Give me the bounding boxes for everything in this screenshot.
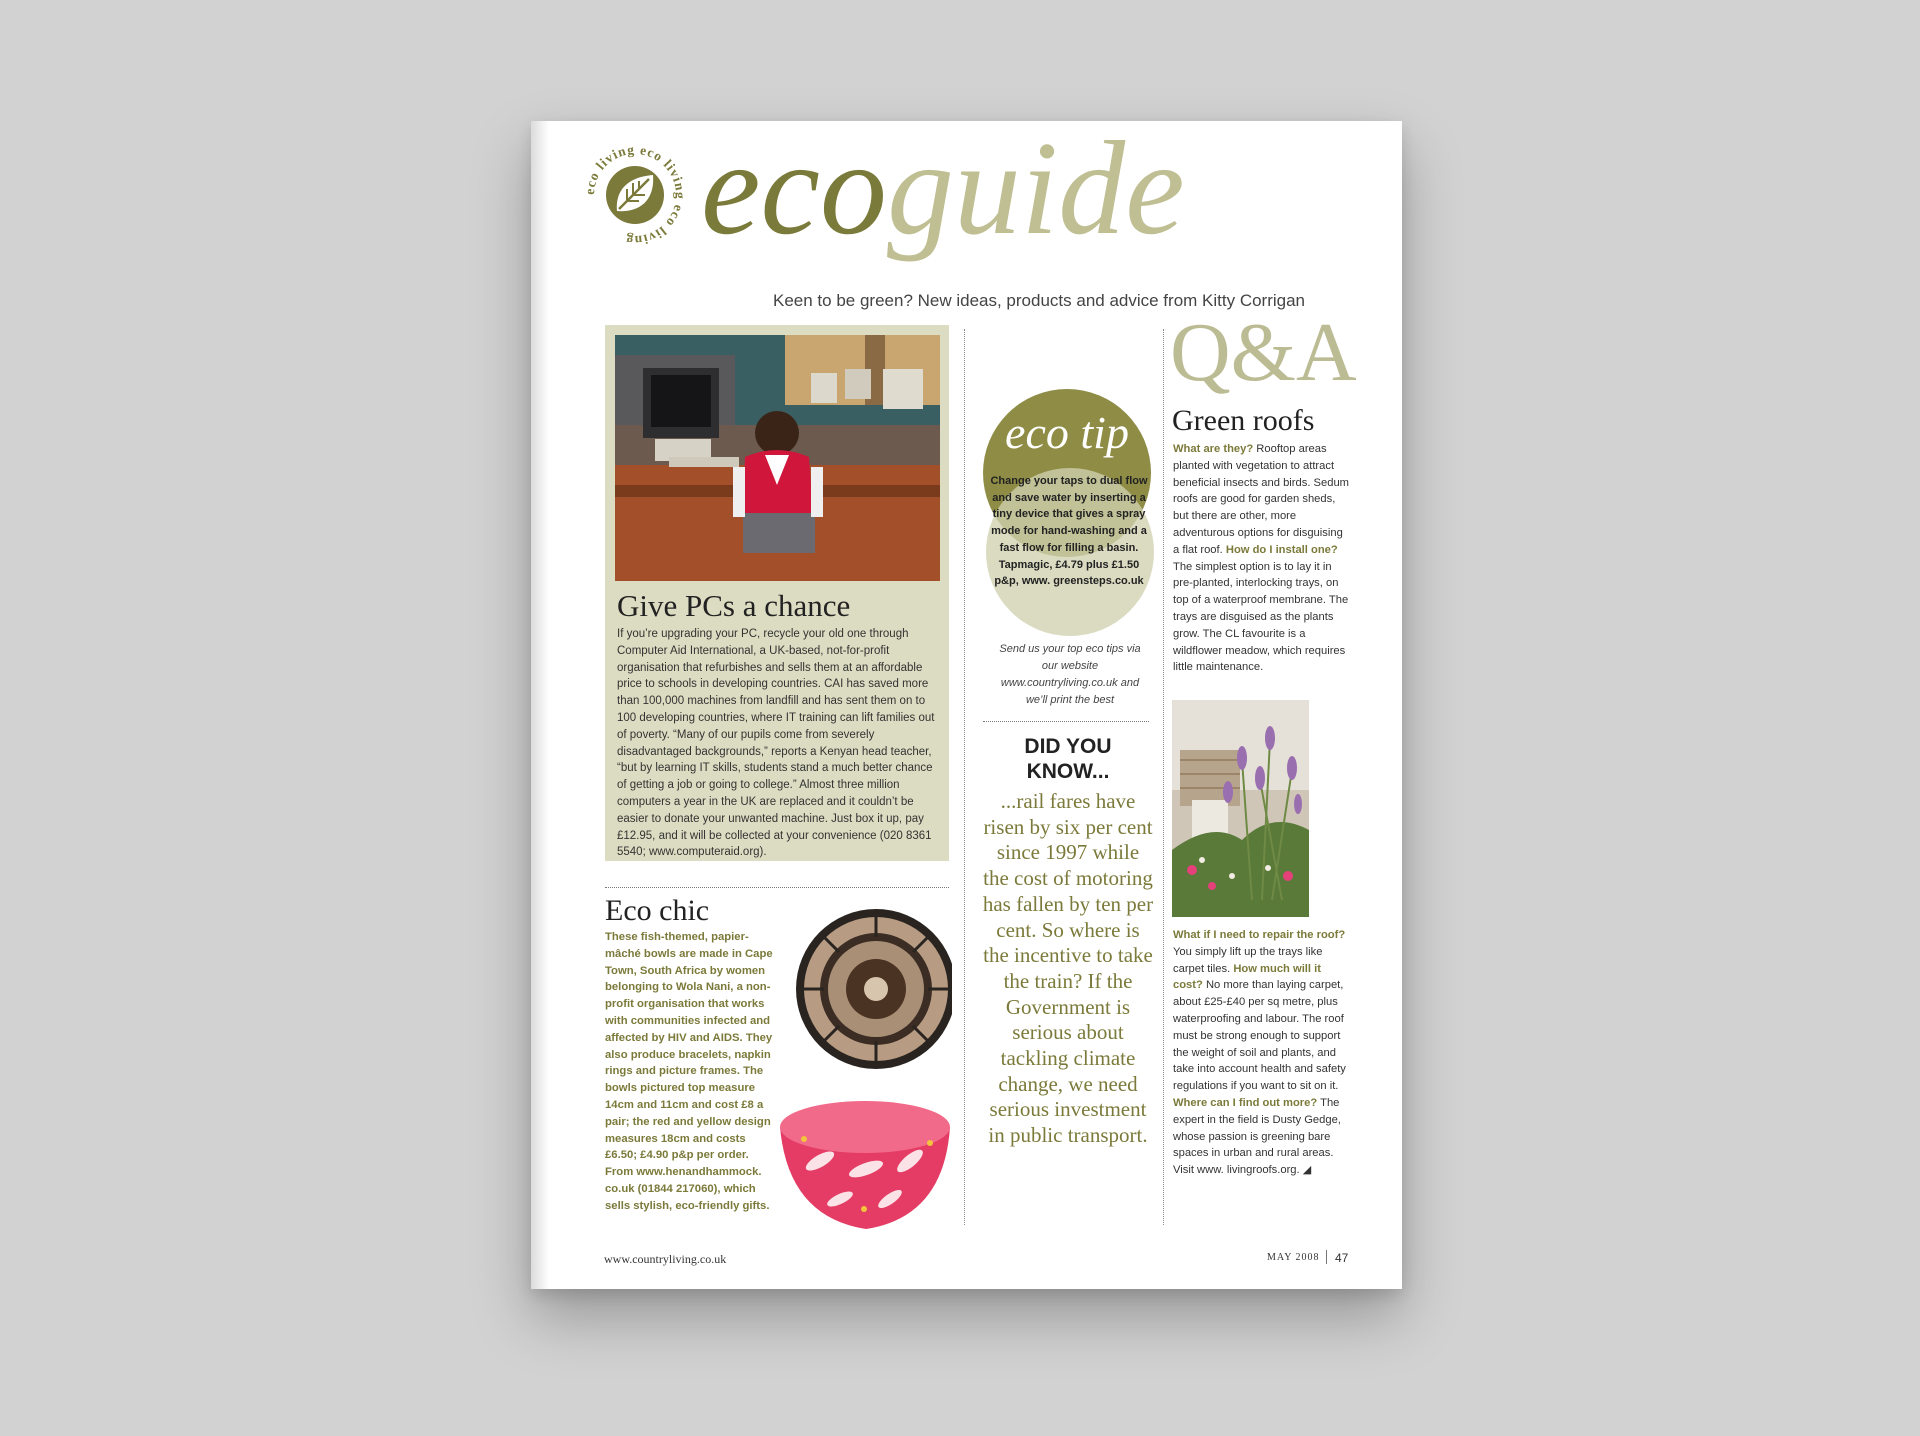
papier-mache-bowls-photo [780, 899, 952, 1235]
qa-answer: The expert in the field is Dusty Gedge, whose passion is greening bare spaces in urban and rural areas. Visit www. livingroofs.org. [1173, 1096, 1341, 1177]
page-subtitle: Keen to be green? New ideas, products and advice from Kitty Corrigan [773, 291, 1306, 310]
classroom-photo [615, 335, 940, 581]
column-divider [1163, 329, 1164, 1225]
page-title: ecoguide [701, 114, 1185, 262]
did-you-know-body: ...rail fares have risen by six per cent since 1997 while the cost of motoring has fallen by ten per cent. So where is the incentive to take the train? If the Government is serious about tackling climate change, we need serious investment in public transport. [982, 789, 1154, 1148]
qa-heading: Q&A [1170, 306, 1357, 399]
qa-answer: The simplest option is to lay it in pre-planted, interlocking trays, on top of a waterproof membrane. The trays are disguised as the plants grow. The CL favourite is a wildflower meadow, which requires little maintenance. [1173, 560, 1349, 674]
eco-tip-body: Change your taps to dual flow and save water by inserting a tiny device that gives a spray mode for hand-washing and a fast flow for filling a basin. Tapmagic, £4.79 plus £1.50 p&p, www. greensteps.co.uk [990, 475, 1148, 588]
eco-tip-submission-note: Send us your top eco tips via our website www.countryliving.co.uk and we’ll print the best [999, 643, 1141, 706]
qa-question: How do I install one? [1225, 543, 1338, 556]
footer-separator [1326, 1250, 1327, 1264]
give-pcs-title: Give PCs a chance [617, 588, 851, 623]
qa-question: How much will it cost? [1173, 962, 1321, 992]
green-roof-photo [1172, 700, 1309, 917]
green-roofs-title: Green roofs [1172, 404, 1315, 437]
svg-text:eco living eco living eco livi: eco living eco living eco living [581, 141, 689, 249]
footer-date: MAY 2008 [1267, 1252, 1320, 1263]
magazine-page [531, 114, 1402, 1289]
eco-chic-body: These fish-themed, papier-mâché bowls are made in Cape Town, South Africa by women belonging to Wola Nani, a non-profit organisation that works with communities infected and affected by HIV and AIDS. They also produce bracelets, napkin rings and picture frames. The bowls pictured top measure 14cm and 11cm and cost £8 a pair; the red and yellow design measures 18cm and costs £6.50; £4.90 p&p per order. From www.henandhammock. co.uk (01844 217060), which sells stylish, eco-friendly gifts. [605, 931, 773, 1212]
qa-answer: You simply lift up the trays like carpet tiles. [1173, 945, 1323, 975]
qa-question: Where can I find out more? [1173, 1096, 1318, 1109]
eco-living-logo [581, 141, 689, 249]
give-pcs-panel [605, 325, 949, 861]
page-number: 47 [1335, 1251, 1349, 1265]
qa-block-bottom [1173, 927, 1349, 1179]
qa-question: What if I need to repair the roof? [1173, 929, 1346, 941]
qa-question: What are they? [1173, 443, 1254, 455]
end-mark-icon: ◢ [1302, 1164, 1312, 1177]
eco-chic-title: Eco chic [605, 894, 710, 927]
qa-block-top [1173, 441, 1349, 676]
section-divider [605, 887, 949, 888]
did-you-know-heading: DID YOU KNOW... [1024, 735, 1112, 783]
eco-tip-heading: eco tip [1005, 407, 1129, 458]
footer-url: www.countryliving.co.uk [604, 1252, 727, 1266]
qa-answer: No more than laying carpet, about £25-£40 per sq metre, plus waterproofing and labour. The roof must be strong enough to support the weight of soil and plants, and take into account health and safety regulations if you want to sit on it. [1173, 979, 1346, 1093]
column-divider [964, 329, 965, 1225]
section-divider [983, 721, 1149, 722]
give-pcs-body: If you’re upgrading your PC, recycle your old one through Computer Aid International, a UK-based, not-for-profit organisation that refurbishes and sells them at an affordable price to schools in developing countries. CAI has saved more than 100,000 machines from landfill and has sent them on to 100 developing countries, where IT training can lift families out of poverty. “Many of our pupils come from severely disadvantaged backgrounds,” reports a Kenyan head teacher, “but by learning IT skills, students stand a much better chance of getting a job or going to college.” Almost three million computers a year in the UK are replaced and it couldn’t be easier to donate your unwanted machine. Just box it up, pay £12.95, and it will be collected at your convenience (020 8361 5540; www.computeraid.org). [617, 628, 935, 859]
qa-answer: Rooftop areas planted with vegetation to attract beneficial insects and birds. Sedum roofs are good for garden sheds, but there are other, more adventurous options for disguising a flat roof. [1173, 443, 1349, 556]
